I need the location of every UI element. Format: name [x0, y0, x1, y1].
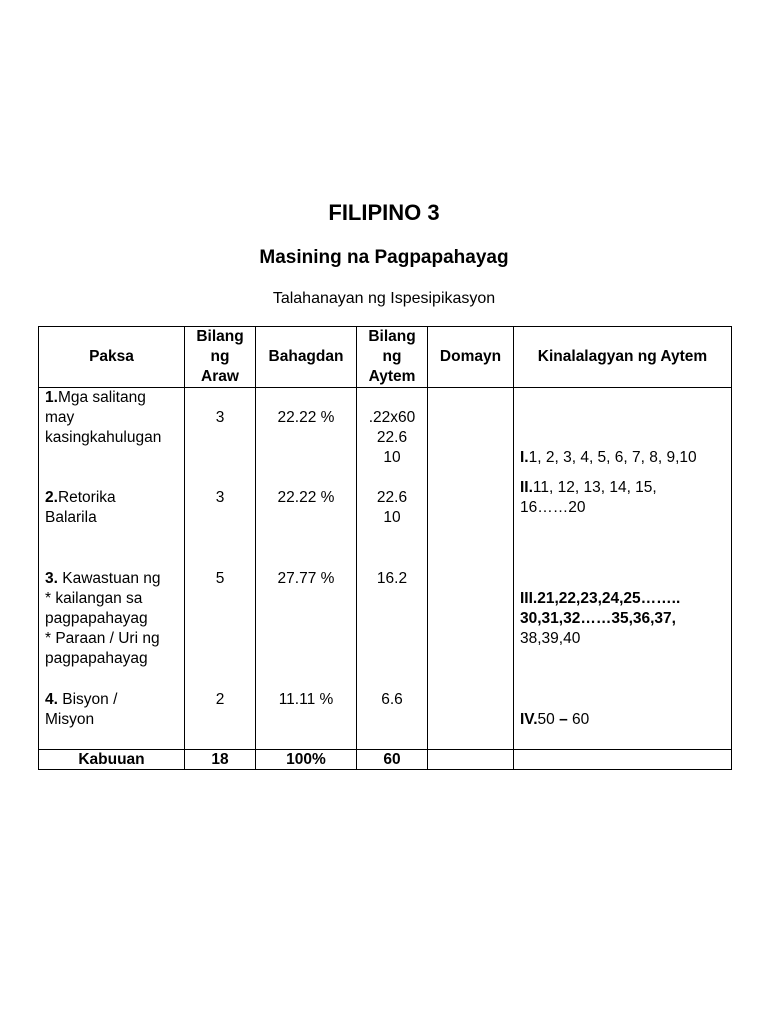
specification-table	[38, 326, 732, 770]
topic-1-line3: kasingkahulugan	[45, 429, 162, 446]
total-aytem: 60	[357, 750, 428, 770]
aytem-2-line1: 22.6	[376, 489, 408, 506]
topic-3-line4: * Paraan / Uri ng	[45, 630, 160, 647]
topic-3-line3: pagpapahayag	[45, 610, 148, 627]
araw-3: 5	[215, 570, 225, 587]
placement-4-dash: –	[559, 711, 568, 728]
topic-1-line2: may	[45, 409, 75, 426]
aytem-3: 16.2	[376, 570, 408, 587]
topic-2	[45, 488, 178, 569]
header-bilang-aytem-line3: Aytem	[368, 368, 416, 385]
placement-4-label: IV.	[520, 711, 538, 728]
total-kinalalagyan	[514, 750, 732, 770]
page-title: FILIPINO 3	[328, 200, 440, 225]
araw-1: 3	[215, 409, 225, 426]
placement-2-line1: 11, 12, 13, 14, 15,	[532, 479, 657, 496]
table-caption: Talahanayan ng Ispesipikasyon	[272, 290, 496, 307]
table-body-row	[39, 388, 732, 750]
placement-3-line1: 21,22,23,24,25……..	[537, 590, 681, 607]
header-domayn: Domayn	[428, 327, 514, 388]
header-bilang-aytem-line1: Bilang	[368, 328, 416, 345]
bahagdan-3: 27.77 %	[277, 570, 335, 587]
aytem-2-line2: 10	[383, 509, 401, 526]
placement-1	[520, 448, 725, 478]
aytem-1-line3: 10	[383, 449, 401, 466]
placement-1-label: I.	[520, 449, 529, 466]
topic-4-line1: Bisyon /	[57, 691, 118, 708]
aytem-2	[363, 488, 421, 569]
araw-4: 2	[215, 691, 225, 708]
bahagdan-1: 22.22 %	[277, 409, 335, 426]
total-araw: 18	[185, 750, 256, 770]
aytem-1	[363, 408, 421, 488]
topic-1-line1: Mga salitang	[57, 389, 146, 406]
table-header-row	[39, 327, 732, 388]
topic-3-line5: pagpapahayag	[45, 650, 148, 667]
cell-bahagdan	[256, 388, 357, 750]
topic-4-line2: Misyon	[45, 711, 95, 728]
topic-1-number: 1.	[45, 389, 58, 406]
bahagdan-4: 11.11 %	[278, 691, 334, 708]
total-label: Kabuuan	[39, 750, 185, 770]
topic-2-line2: Balarila	[45, 509, 97, 526]
placement-1-text: 1, 2, 3, 4, 5, 6, 7, 8, 9,10	[528, 449, 697, 466]
topic-3-number: 3.	[45, 570, 58, 587]
header-kinalalagyan: Kinalalagyan ng Aytem	[514, 327, 732, 388]
cell-bilang-araw	[185, 388, 256, 750]
placement-2-line2: 16……20	[520, 499, 586, 516]
cell-bilang-aytem	[357, 388, 428, 750]
topic-2-number: 2.	[45, 489, 58, 506]
total-bahagdan: 100%	[256, 750, 357, 770]
header-bilang-ng-araw	[185, 327, 256, 388]
page-subtitle: Masining na Pagpapahayag	[259, 247, 509, 268]
header-bilang-araw-line1: Bilang	[196, 328, 244, 345]
topic-4-number: 4.	[45, 691, 58, 708]
header-bahagdan: Bahagdan	[256, 327, 357, 388]
placement-3	[520, 589, 725, 710]
cell-domayn	[428, 388, 514, 750]
placement-4-text-b: 60	[567, 711, 590, 728]
bahagdan-2: 22.22 %	[277, 489, 335, 506]
topic-1	[45, 388, 178, 488]
header-bilang-ng-aytem	[357, 327, 428, 388]
araw-2: 3	[215, 489, 225, 506]
topic-2-line1: Retorika	[57, 489, 116, 506]
header-bilang-aytem-line2: ng	[382, 348, 402, 365]
placement-2	[520, 478, 725, 589]
topic-3-line1: Kawastuan ng	[57, 570, 161, 587]
topic-4	[45, 690, 178, 730]
cell-kinalalagyan	[514, 388, 732, 750]
aytem-4: 6.6	[381, 691, 403, 708]
aytem-1-line2: 22.6	[376, 429, 408, 446]
placement-3-line3: 38,39,40	[520, 630, 581, 647]
placement-2-label: II.	[520, 479, 533, 496]
placement-4	[520, 710, 725, 730]
topic-3-line2: * kailangan sa	[45, 590, 143, 607]
placement-3-label: III.	[520, 590, 538, 607]
header-paksa: Paksa	[39, 327, 185, 388]
header-bilang-araw-line2: ng	[210, 348, 230, 365]
total-domayn	[428, 750, 514, 770]
topic-3	[45, 569, 178, 690]
cell-paksa	[39, 388, 185, 750]
table-total-row	[39, 750, 732, 770]
header-bilang-araw-line3: Araw	[201, 368, 239, 385]
placement-4-text-a: 50	[537, 711, 560, 728]
placement-3-line2: 30,31,32……35,36,37,	[520, 610, 676, 627]
aytem-1-line1: .22x60	[368, 409, 416, 426]
